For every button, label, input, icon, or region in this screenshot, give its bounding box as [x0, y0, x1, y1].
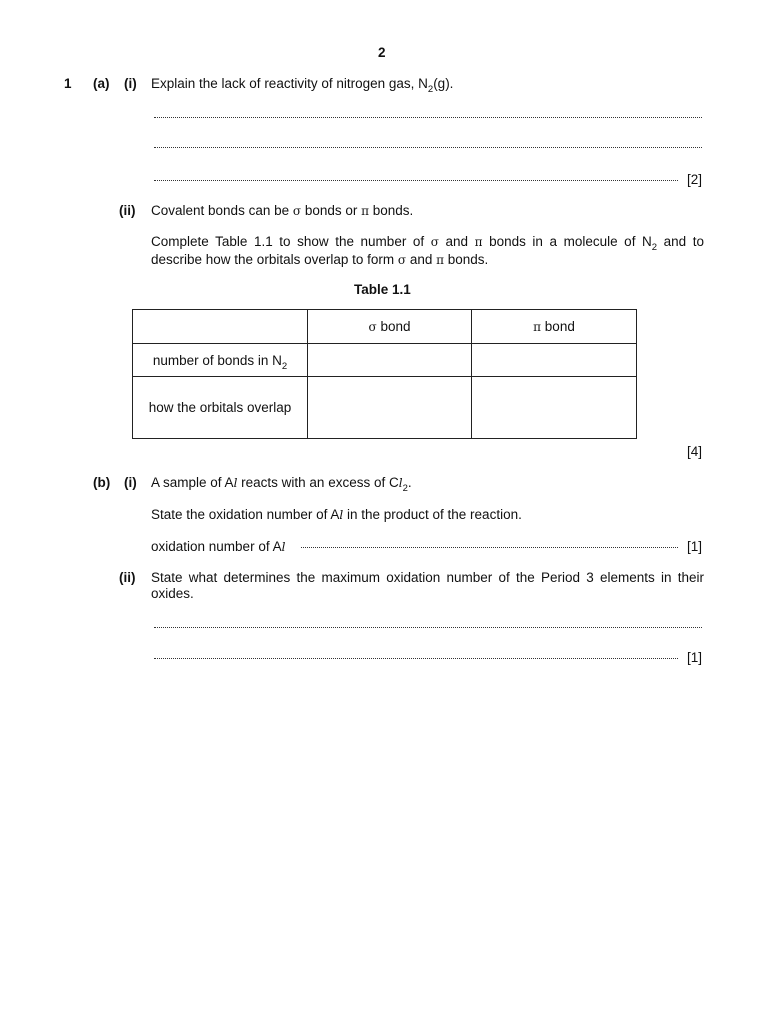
- pi-bond-header: π bond: [472, 310, 637, 344]
- row-label-number-of-bonds: number of bonds in $N_2$: [133, 344, 308, 377]
- row-label-orbital-overlap: how the orbitals overlap: [133, 377, 308, 439]
- marks-a-i: [2]: [687, 172, 703, 187]
- sigma-bond-header: σ bond: [308, 310, 472, 344]
- question-a-ii-text: Covalent bonds can be σ bonds or π bonds.: [151, 203, 414, 218]
- question-number: 1: [64, 76, 72, 91]
- marks-b-ii: [1]: [687, 650, 703, 665]
- question-b-i-line2: State the oxidation number of Al in the product of the reaction.: [151, 507, 522, 522]
- answer-label-oxidation-number: oxidation number of Al: [151, 539, 286, 554]
- subpart-b-ii-label: (ii): [119, 570, 136, 585]
- answer-line[interactable]: [154, 179, 678, 181]
- answer-cell-sigma-count[interactable]: [308, 344, 472, 377]
- answer-line[interactable]: [301, 546, 678, 548]
- subpart-i-label: (i): [124, 76, 137, 91]
- page-number: 2: [378, 45, 386, 60]
- question-a-i-text: Explain the lack of reactivity of nitrogen gas, $N_2(g)$.: [151, 76, 454, 95]
- subpart-ii-label: (ii): [119, 203, 136, 218]
- question-b-ii-text: State what determines the maximum oxidation number of the Period 3 elements in their oxides.: [151, 570, 704, 601]
- part-a-label: (a): [93, 76, 110, 91]
- table-instruction: Complete Table 1.1 to show the number of σ and π bonds in a molecule of $N_2$ and to describe how the orbitals overlap to form σ and π bonds.: [151, 234, 704, 267]
- table-corner-cell: [133, 310, 308, 344]
- answer-cell-pi-count[interactable]: [472, 344, 637, 377]
- marks-b-i: [1]: [687, 539, 703, 554]
- answer-line[interactable]: [154, 626, 702, 628]
- answer-line[interactable]: [154, 657, 678, 659]
- answer-cell-sigma-overlap[interactable]: [308, 377, 472, 439]
- bonds-table: [132, 309, 637, 439]
- answer-cell-pi-overlap[interactable]: [472, 377, 637, 439]
- question-b-i-line1: A sample of Al reacts with an excess of $Cl_2$.: [151, 475, 412, 494]
- answer-line[interactable]: [154, 116, 702, 118]
- answer-line[interactable]: [154, 146, 702, 148]
- table-title: Table 1.1: [354, 282, 411, 297]
- marks-a-ii: [4]: [687, 444, 703, 459]
- subpart-b-i-label: (i): [124, 475, 137, 490]
- part-b-label: (b): [93, 475, 111, 490]
